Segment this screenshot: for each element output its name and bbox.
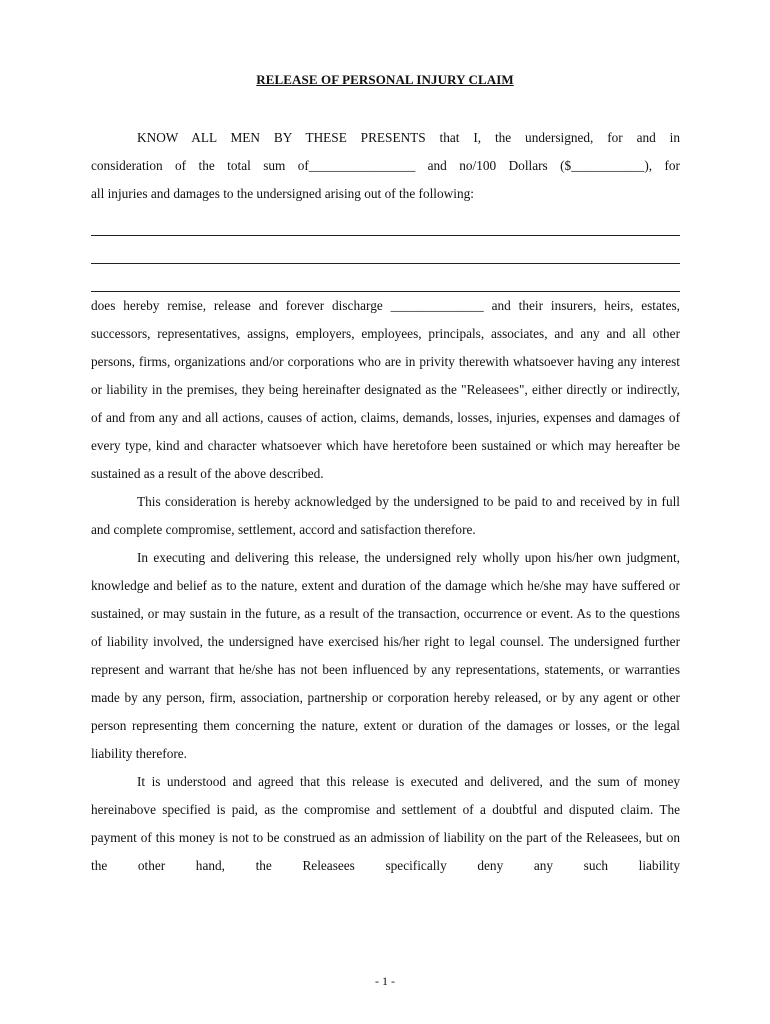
document-body bbox=[91, 124, 680, 880]
consideration-paragraph: This consideration is hereby acknowledged by the undersigned to be paid to and received by in full and complete compromise, settlement, accord and satisfaction therefore. bbox=[91, 494, 680, 537]
release-paragraph: does hereby remise, release and forever discharge ______________ and their insurers, heirs, estates, successors, representatives, assigns, employers, employees, principals, associates, and any and all other persons, firms, organizations and/or corporations who are in privity therewith whatsoever having any interest or liability in the premises, they being hereinafter designated as the "Releasees", either directly or indirectly, of and from any and all actions, causes of action, claims, demands, losses, injuries, expenses and damages of every type, kind and character whatsoever which have heretofore been sustained or which may hereafter be sustained as a result of the above described. bbox=[91, 298, 680, 481]
description-blank-line-1[interactable] bbox=[91, 208, 680, 236]
understood-paragraph: It is understood and agreed that this release is executed and delivered, and the sum of money hereinabove specified is paid, as the compromise and settlement of a doubtful and disputed claim. The payment of this money is not to be construed as an admission of liability on the part of the Releasees, but on the other hand, the Releasees specifically deny any such liability bbox=[91, 774, 680, 873]
page-number: - 1 - bbox=[375, 974, 395, 988]
intro-paragraph bbox=[91, 124, 680, 208]
intro-line-2: consideration of the total sum of________________ and no/100 Dollars ($___________), for bbox=[91, 158, 680, 173]
description-blank-line-2[interactable] bbox=[91, 236, 680, 264]
document-title: RELEASE OF PERSONAL INJURY CLAIM bbox=[256, 72, 514, 87]
description-blank-line-3[interactable] bbox=[91, 264, 680, 292]
executing-paragraph: In executing and delivering this release, the undersigned rely wholly upon his/her own judgment, knowledge and belief as to the nature, extent and duration of the damage which he/she may have suffered or sustained, or may sustain in the future, as a result of the transaction, occurrence or event. As to the questions of liability involved, the undersigned have exercised his/her right to legal counsel. The undersigned further represent and warrant that he/she has not been influenced by any representations, statements, or warranties made by any person, firm, association, partnership or corporation hereby released, or by any agent or other person representing them concerning the nature, extent or duration of the damages or losses, or the legal liability therefore. bbox=[91, 550, 680, 761]
intro-line-3: all injuries and damages to the undersigned arising out of the following: bbox=[91, 186, 474, 201]
intro-line-1: KNOW ALL MEN BY THESE PRESENTS that I, the undersigned, for and in bbox=[137, 130, 680, 145]
